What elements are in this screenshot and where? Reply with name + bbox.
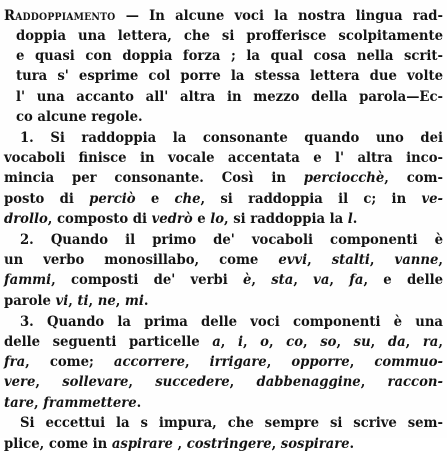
text-segment: mincia per consonante. Così in — [4, 170, 304, 186]
text-segment: , — [336, 334, 354, 350]
italic-word: va — [313, 272, 330, 288]
text-segment: , come; — [25, 354, 114, 370]
text-segment: . — [136, 395, 142, 411]
italic-word: fa — [349, 272, 364, 288]
italic-word: opporre — [291, 354, 350, 370]
italic-word: vedrò — [151, 211, 193, 227]
text-segment: 2. Quando il primo de' vocaboli componenti è — [20, 232, 443, 248]
italic-word: ra — [422, 334, 439, 350]
italic-word: raccon- — [387, 374, 443, 390]
text-segment: , si raddoppia la — [224, 211, 348, 227]
text-line — [16, 26, 443, 46]
italic-word: perciocchè — [303, 170, 385, 186]
italic-word: commuo- — [374, 354, 443, 370]
text-segment: posto di — [4, 191, 90, 207]
text-line — [4, 332, 443, 352]
italic-word: costringere — [186, 436, 272, 453]
italic-word: lo — [210, 211, 225, 227]
text-line — [20, 230, 443, 250]
italic-word: accorrere — [113, 354, 186, 370]
text-line — [4, 250, 443, 270]
text-segment: , — [128, 374, 156, 390]
italic-word: a — [212, 334, 221, 350]
italic-word: sospirare — [280, 436, 350, 453]
text-segment: , — [242, 334, 261, 350]
text-line — [4, 291, 443, 311]
text-segment: plice, come in — [4, 436, 112, 453]
text-line — [4, 189, 443, 209]
text-segment: , — [349, 354, 375, 370]
text-line — [4, 270, 443, 290]
text-segment: vocaboli finisce in vocale accentata e l' altra inco- — [4, 150, 443, 166]
text-segment: , e delle — [363, 272, 443, 288]
italic-word: ve- — [421, 191, 443, 207]
text-segment: , — [172, 436, 187, 453]
text-line — [16, 107, 443, 127]
italic-word: so — [320, 334, 337, 350]
text-segment: , — [360, 374, 388, 390]
text-segment: , — [33, 395, 44, 411]
text-segment: , — [438, 252, 443, 268]
text-segment: , com- — [384, 170, 443, 186]
italic-word: perciò — [89, 191, 136, 207]
text-segment: , — [268, 334, 287, 350]
text-segment: , — [185, 354, 210, 370]
italic-word: sollevare — [62, 374, 129, 390]
italic-word: ne — [97, 293, 116, 309]
section-heading: Raddoppiamento — [4, 8, 116, 24]
text-segment: , — [115, 293, 125, 309]
text-segment: , composto di — [47, 211, 152, 227]
text-segment: , — [271, 436, 281, 453]
italic-word: i — [237, 334, 243, 350]
text-segment: parole — [4, 293, 56, 309]
text-segment: , — [251, 272, 272, 288]
text-segment: e — [135, 191, 175, 207]
italic-word: o — [260, 334, 269, 350]
italic-word: dabbenaggine — [256, 374, 361, 390]
text-segment: , — [438, 334, 443, 350]
italic-word: fammi — [4, 272, 52, 288]
text-segment: un verbo monosillabo, come — [4, 252, 279, 268]
text-segment: . — [349, 436, 355, 453]
italic-word: evvi — [278, 252, 308, 268]
text-segment: , — [266, 354, 292, 370]
text-line — [20, 128, 443, 148]
text-line — [16, 46, 443, 66]
text-line — [20, 413, 443, 433]
text-segment: , — [88, 293, 98, 309]
text-segment: , — [220, 334, 238, 350]
italic-word: su — [353, 334, 371, 350]
italic-word: da — [387, 334, 406, 350]
italic-word: sta — [271, 272, 294, 288]
text-segment: 3. Quando la prima delle voci componenti è una — [20, 314, 443, 330]
text-line — [4, 148, 443, 168]
text-segment: e quasi con doppia forza ; la qual cosa nella scrit- — [16, 48, 443, 64]
text-segment: , — [293, 272, 314, 288]
text-segment: , — [329, 272, 350, 288]
italic-word: ti — [77, 293, 89, 309]
italic-word: mi — [124, 293, 144, 309]
italic-word: tare — [4, 395, 34, 411]
text-segment: . — [143, 293, 149, 309]
text-segment: delle seguenti particelle — [4, 334, 213, 350]
italic-word: frammettere — [43, 395, 137, 411]
text-segment: co alcune regole. — [16, 109, 143, 125]
text-segment: Si eccettui la s impura, che sempre si scrive sem- — [20, 415, 443, 431]
text-line — [4, 352, 443, 372]
text-line — [4, 434, 443, 454]
text-segment: , — [303, 334, 321, 350]
text-segment: , si raddoppia il c; in — [200, 191, 422, 207]
italic-word: succedere — [155, 374, 230, 390]
text-line — [16, 87, 443, 107]
text-segment: , — [405, 334, 423, 350]
text-segment: e — [192, 211, 211, 227]
text-segment: doppia una lettera, che si profferisce scolpitamente — [16, 28, 443, 44]
text-line — [4, 209, 443, 229]
text-segment: , — [369, 252, 395, 268]
text-line — [4, 168, 443, 188]
italic-word: vere — [4, 374, 36, 390]
text-segment: , — [307, 252, 332, 268]
italic-word: vi — [55, 293, 69, 309]
italic-word: irrigare — [209, 354, 267, 370]
text-segment: . — [352, 211, 358, 227]
text-segment: , composti de' verbi — [51, 272, 244, 288]
italic-word: co — [286, 334, 304, 350]
text-segment: l' una accanto all' altra in mezzo della parola—Ec- — [16, 89, 443, 105]
italic-word: stalti — [331, 252, 370, 268]
text-line — [4, 6, 443, 26]
text-line — [4, 393, 443, 413]
text-segment: , — [229, 374, 257, 390]
text-segment: tura s' esprime col porre la stessa lettera due volte — [16, 68, 443, 84]
text-line — [16, 66, 443, 86]
text-segment: , — [68, 293, 78, 309]
text-segment: — In alcune voci la nostra lingua rad- — [115, 8, 443, 24]
italic-word: l — [347, 211, 353, 227]
text-segment: , — [370, 334, 388, 350]
italic-word: che — [174, 191, 201, 207]
text-line — [20, 312, 443, 332]
text-line — [4, 372, 443, 392]
italic-word: aspirare — [111, 436, 173, 453]
italic-word: è — [243, 272, 252, 288]
text-segment: 1. Si raddoppia la consonante quando uno dei — [20, 130, 443, 146]
italic-word: vanne — [394, 252, 439, 268]
italic-word: fra — [4, 354, 26, 370]
italic-word: drollo — [4, 211, 48, 227]
text-segment: , — [35, 374, 63, 390]
